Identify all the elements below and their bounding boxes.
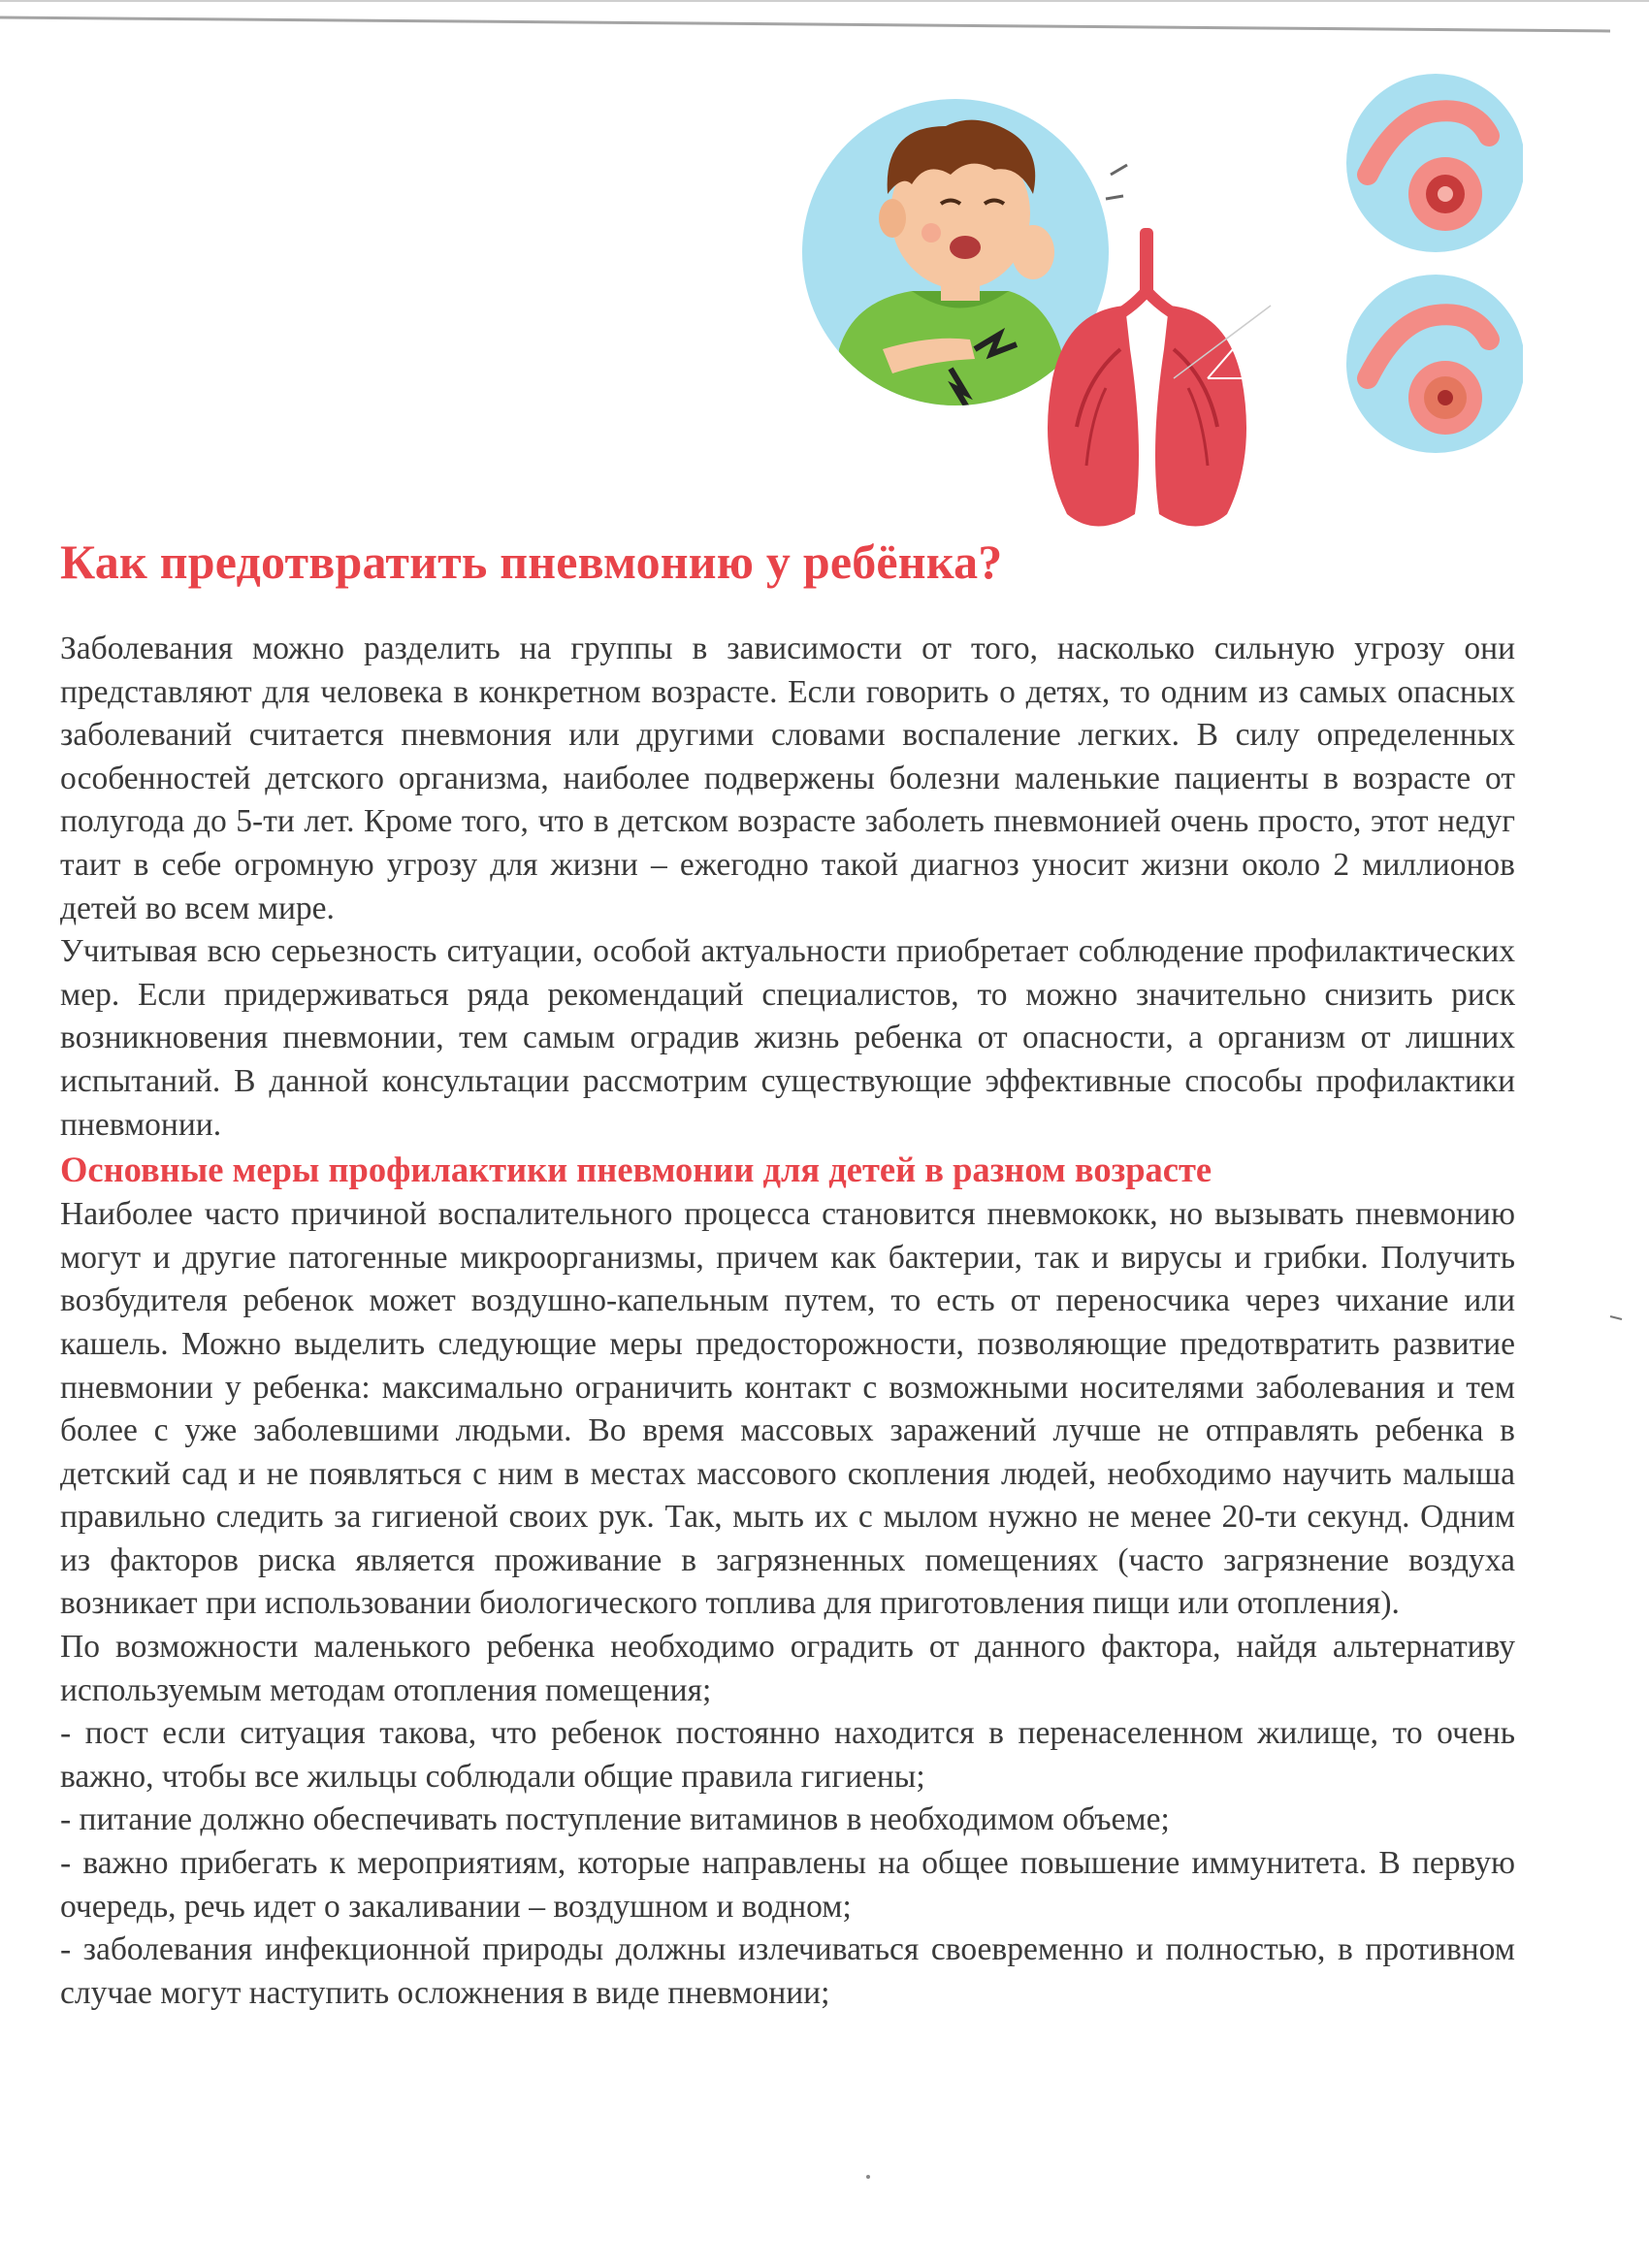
body-paragraph: Наиболее часто причиной воспалительного процесса становится пневмококк, но вызывать пневмонию могут и другие патогенные микроорганизмы, причем как бактерии, так и вирусы и грибки. Получить возбудителя ребенок может воздушно-капельным путем, то есть от переносчика через чихание или кашель. Можно выделить следующие меры предосторожности, позволяющие предотвратить развитие пневмонии у ребенка: максимально ограничить контакт с возможными носителями заболевания и тем более с уже заболевшими людьми. Во время массовых заражений лучше не отправлять ребенка в детский сад и не появляться с ним в местах массового скопления людей, необходимо научить малыша правильно следить за гигиеной своих рук. Так, мыть их с мылом нужно не менее 20-ти секунд. Одним из факторов риска является проживание в загрязненных помещениях (часто загрязнение воздуха возникает при использовании биологического топлива для приготовления пищи или отопления).	[60, 1196, 1515, 1622]
pneumonia-illustration	[766, 58, 1523, 543]
list-item: - питание должно обеспечивать поступление витаминов в необходимом объеме;	[60, 1801, 1170, 1838]
intro-paragraph: Учитывая всю серьезность ситуации, особой актуальности приобретает соблюдение профилактических мер. Если придерживаться ряда рекомендаций специалистов, то можно значительно снизить риск возникновения пневмонии, тем самым оградив жизнь ребенка от опасности, а организм от лишних испытаний. В данной консультации рассмотрим существующие эффективные способы профилактики пневмонии.	[60, 933, 1515, 1143]
list-item: - пост если ситуация такова, что ребенок постоянно находится в перенаселенном жилище, то очень важно, чтобы все жильцы соблюдали общие правила гигиены;	[60, 1715, 1515, 1795]
page-title: Как предотвратить пневмонию у ребёнка?	[60, 535, 1003, 589]
article	[60, 535, 1515, 2015]
bronchus-closeup-icon	[1346, 74, 1523, 453]
list-item: - важно прибегать к мероприятиям, которые направлены на общее повышение иммунитета. В первую очередь, речь идет о закаливании – воздушном и водном;	[60, 1845, 1515, 1925]
section-heading: Основные меры профилактики пневмонии для детей в разном возрасте	[60, 1150, 1212, 1190]
body-paragraph: По возможности маленького ребенка необходимо оградить от данного фактора, найдя альтернативу используемым методам отопления помещения;	[60, 1629, 1515, 1708]
intro-paragraph: Заболевания можно разделить на группы в зависимости от того, насколько сильную угрозу они представляют для человека в конкретном возрасте. Если говорить о детях, то одним из самых опасных заболеваний считается пневмония или другими словами воспаление легких. В силу определенных особенностей детского организма, наиболее подвержены болезни маленькие пациенты в возрасте от полугода до 5-ти лет. Кроме того, что в детском возрасте заболеть пневмонией очень просто, этот недуг таит в себе огромную угрозу для жизни – ежегодно такой диагноз уносит жизни около 2 миллионов детей во всем мире.	[60, 631, 1515, 926]
list-item: - заболевания инфекционной природы должны излечиваться своевременно и полностью, в противном случае могут наступить осложнения в виде пневмонии;	[60, 1931, 1515, 2011]
